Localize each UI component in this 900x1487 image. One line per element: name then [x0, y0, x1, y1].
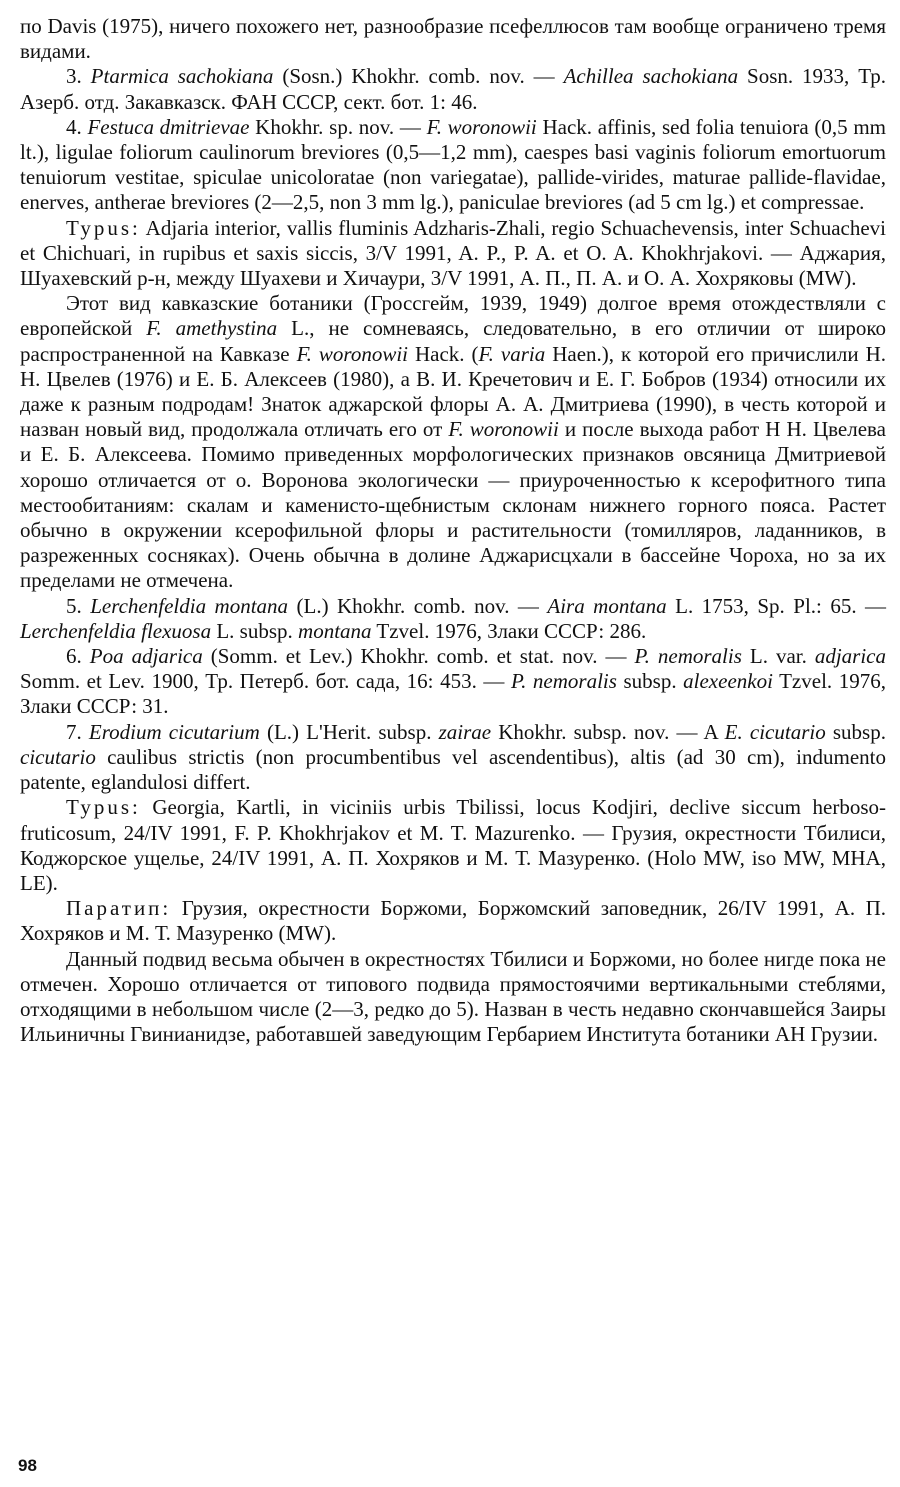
paragraph-ptarmica — [20, 64, 886, 114]
taxon-name: Ptarmica sachokiana — [90, 64, 274, 89]
taxon-name: P. nemoralis — [634, 644, 742, 669]
taxon-name: F. woronowii — [296, 341, 408, 366]
paragraph-lerchenfeldia — [20, 594, 886, 644]
text-run: (Somm. et Lev.) Khokhr. comb. et stat. nov. — — [202, 644, 635, 669]
paragraph-continuation: по Davis (1975), ничего похожего нет, разнообразие псефеллюсов там вообще ограничено тремя видами. — [20, 14, 886, 64]
typus-label: Typus: — [66, 215, 141, 240]
text-run: L. 1753, Sp. Pl.: 65. — — [666, 593, 887, 618]
taxon-name: F. woronowii — [426, 114, 537, 139]
text-run: 4. — [66, 114, 88, 139]
text-run: и после выхода работ Н Н. Цвелева и Е. Б. Алексеева. Помимо приведенных морфологических признаков овсяница Дмитриевой хорошо отличается от о. Воронова экологически — приуроченностью к ксерофитного типа местообитаниям: скалам и каменисто-щебнистым склонам нижнего горного пояса. Растет обычно в окружении ксерофильной флоры и растительности (томилляров, ладанников, в разреженных сосняках). Очень обычна в долине Аджарисцхали в бассейне Чороха, но за их пределами не отмечена. — [20, 417, 886, 593]
text-run: 3. — [66, 64, 91, 89]
paragraph-erodium-typus — [20, 795, 886, 896]
text-run: subsp. — [825, 719, 886, 744]
text-run: L., не сомневаясь, следовательно, в его отличии от широко распространенной на Кавказе — [20, 316, 887, 366]
taxon-name: cicutario — [20, 744, 96, 769]
text-run: Georgia, Kartli, in viciniis urbis Tbilissi, locus Kodjiri, declive siccum herboso-fruticosum, 24/IV 1991, F. P. Khokhrjakov et M. T. Mazurenko. — Грузия, окрестности Тбилиси, Коджорское ущелье, 24/IV 1991, А. П. Хохряков и М. Т. Мазуренко. (Holo MW, iso MW, MHA, LE). — [20, 795, 886, 895]
taxon-name: Achillea sachokiana — [563, 64, 739, 89]
taxon-name: Lerchenfeldia flexuosa — [20, 618, 212, 643]
text-run: L. var. — [741, 644, 815, 669]
paragraph-festuca — [20, 115, 886, 216]
taxon-name: adjarica — [814, 644, 887, 669]
text-run: 5. — [66, 593, 91, 618]
paragraph-erodium — [20, 720, 886, 796]
text-run: Этот вид кавказские ботаники (Гроссгейм, 1939, 1949) долгое время отождествляли с европейской — [20, 291, 886, 341]
text-run: Haen.), к которой его причислили Н. Н. Цвелев (1976) и Е. Б. Алексеев (1980), а В. И. Кречетович и Е. Г. Бобров (1934) относили их даже к разным подродам! Знаток аджарской флоры А. А. Дмитриева (1990), в честь которой и назван новый вид, продолжала отличать его от — [20, 341, 886, 442]
paragraph-erodium-discussion: Данный подвид весьма обычен в окрестностях Тбилиси и Боржоми, но более нигде пока не отмечен. Хорошо отличается от типового подвида прямостоячими вертикальными стеблями, отходящими в небольшом числе (2—3, редко до 5). Назван в честь недавно скончавшейся Заиры Ильиничны Гвинианидзе, работавшей заведующим Гербарием Института ботаники АН Грузии. — [20, 946, 886, 1047]
text-run: Tzvel. 1976, Злаки СССР: 286. — [371, 618, 647, 643]
taxon-name: Festuca dmitrievae — [87, 114, 250, 139]
taxon-name: F. woronowii — [448, 417, 559, 442]
typus-label: Typus: — [66, 795, 141, 820]
text-run: Hack. ( — [408, 341, 479, 366]
taxon-name: montana — [298, 618, 372, 643]
text-run: (L.) Khokhr. comb. nov. — — [288, 593, 548, 618]
text-run: L. subsp. — [211, 618, 299, 643]
taxon-name: zairae — [438, 719, 492, 744]
text-run: subsp. — [616, 669, 684, 694]
taxon-name: E. cicutario — [724, 719, 826, 744]
taxon-name: alexeenkoi — [683, 669, 773, 694]
paragraph-festuca-discussion — [20, 291, 886, 593]
text-run: Khokhr. sp. nov. — — [249, 114, 427, 139]
paragraph-festuca-typus — [20, 216, 886, 292]
paragraph-erodium-paratype — [20, 896, 886, 946]
taxon-name: Lerchenfeldia montana — [90, 593, 289, 618]
text-run: Adjaria interior, vallis fluminis Adzharis-Zhali, regio Schuachevensis, inter Schuachevi et Chichuari, in rupibus et saxis siccis, 3/V 1991, A. P., P. A. et O. A. Khokhrjakovi. — Аджария, Шуахевский р-н, между Шуахеви и Хичаури, 3/V 1991, А. П., П. А. и О. А. Хохряковы (MW). — [20, 215, 886, 291]
text-run: Hack. affinis, sed folia tenuiora (0,5 mm lt.), ligulae foliorum caulinorum breviores (0,5—1,2 mm), caespes basi vaginis foliorum emortuorum tenuiorum vestitae, spiculae unicoloratae (non variegatae), pallide-virides, maturae pallide-flavidae, enerves, antherae breviores (2—2,5, non 3 mm lg.), paniculae breviores (ad 5 cm lg.) et compressae. — [20, 114, 887, 215]
taxon-name: F. varia — [478, 341, 546, 366]
text-run: Tzvel. 1976, Злаки СССР: 31. — [20, 669, 886, 719]
page-number: 98 — [18, 1456, 37, 1475]
taxon-name: Aira montana — [547, 593, 667, 618]
text-run: Khokhr. subsp. nov. — A — [491, 719, 725, 744]
paratype-label: Паратип: — [66, 896, 172, 921]
taxon-name: P. nemoralis — [510, 669, 617, 694]
text-run: Sosn. 1933, Тр. Азерб. отд. Закавказск. ФАН СССР, сект. бот. 1: 46. — [20, 64, 886, 114]
text-run: (Sosn.) Khokhr. comb. nov. — — [273, 64, 564, 89]
text-run: 7. — [66, 719, 89, 744]
text-run: 6. — [66, 644, 90, 669]
paragraph-poa — [20, 644, 886, 720]
taxon-name: F. amethystina — [146, 316, 278, 341]
document-body — [20, 14, 886, 1047]
taxon-name: Erodium cicutarium — [88, 719, 260, 744]
text-run: Somm. et Lev. 1900, Тр. Петерб. бот. сада, 16: 453. — — [20, 669, 511, 694]
text-run: caulibus strictis (non procumbentibus vel ascendentibus), altis (ad 30 cm), indumento patente, eglandulosi differt. — [20, 744, 886, 795]
taxon-name: Poa adjarica — [89, 644, 203, 669]
text-run: Грузия, окрестности Боржоми, Боржомский заповедник, 26/IV 1991, А. П. Хохряков и М. Т. Мазуренко (MW). — [20, 896, 886, 946]
text-run: (L.) L'Herit. subsp. — [259, 719, 439, 744]
